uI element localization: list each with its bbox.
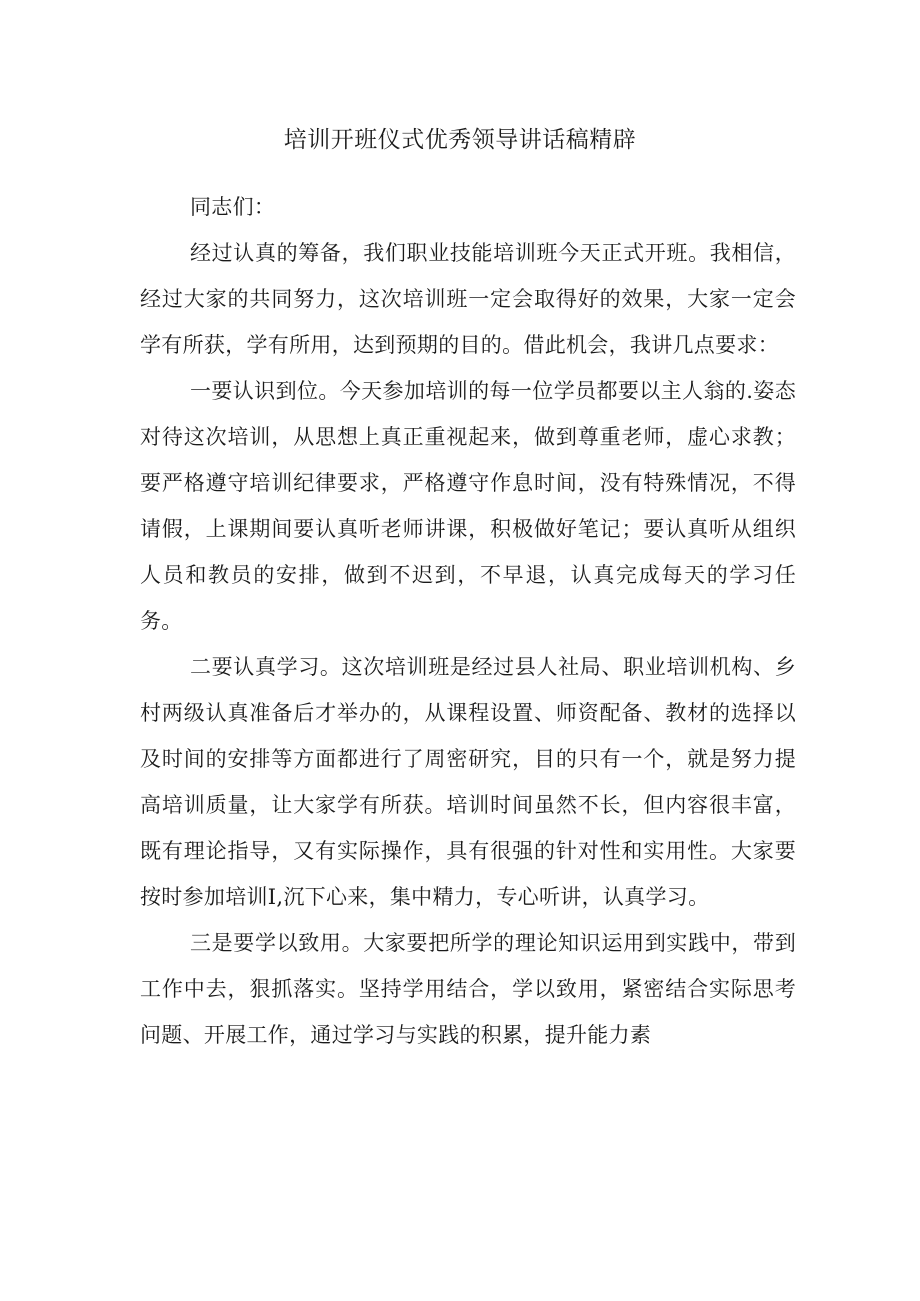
document-body: [140, 184, 796, 1058]
paragraph-point-1: 一要认识到位。今天参加培训的每一位学员都要以主人翁的.姿态对待这次培训，从思想上真正重视起来，做到尊重老师，虚心求教；要严格遵守培训纪律要求，严格遵守作息时间，没有特殊情况，不得请假，上课期间要认真听老师讲课，积极做好笔记；要认真听从组织人员和教员的安排，做到不迟到，不早退，认真完成每天的学习任务。: [140, 379, 796, 633]
document-title: 培训开班仪式优秀领导讲话稿精辟: [283, 127, 637, 153]
paragraph-point-2: 二要认真学习。这次培训班是经过县人社局、职业培训机构、乡村两级认真准备后才举办的，从课程设置、师资配备、教材的选择以及时间的安排等方面都进行了周密研究，目的只有一个，就是努力提高培训质量，让大家学有所获。培训时间虽然不长，但内容很丰富，既有理论指导，又有实际操作，具有很强的针对性和实用性。大家要按时参加培训Ⅰ,沉下心来，集中精力，专心听讲，认真学习。: [140, 655, 796, 909]
salutation: 同志们：: [190, 195, 276, 219]
paragraph-intro: 经过认真的筹备，我们职业技能培训班今天正式开班。我相信，经过大家的共同努力，这次培训班一定会取得好的效果，大家一定会学有所获，学有所用，达到预期的目的。借此机会，我讲几点要求：: [140, 241, 796, 357]
paragraph-point-3: 三是要学以致用。大家要把所学的理论知识运用到实践中，带到工作中去，狠抓落实。坚持学用结合，学以致用，紧密结合实际思考问题、开展工作，通过学习与实践的积累，提升能力素: [140, 931, 796, 1047]
